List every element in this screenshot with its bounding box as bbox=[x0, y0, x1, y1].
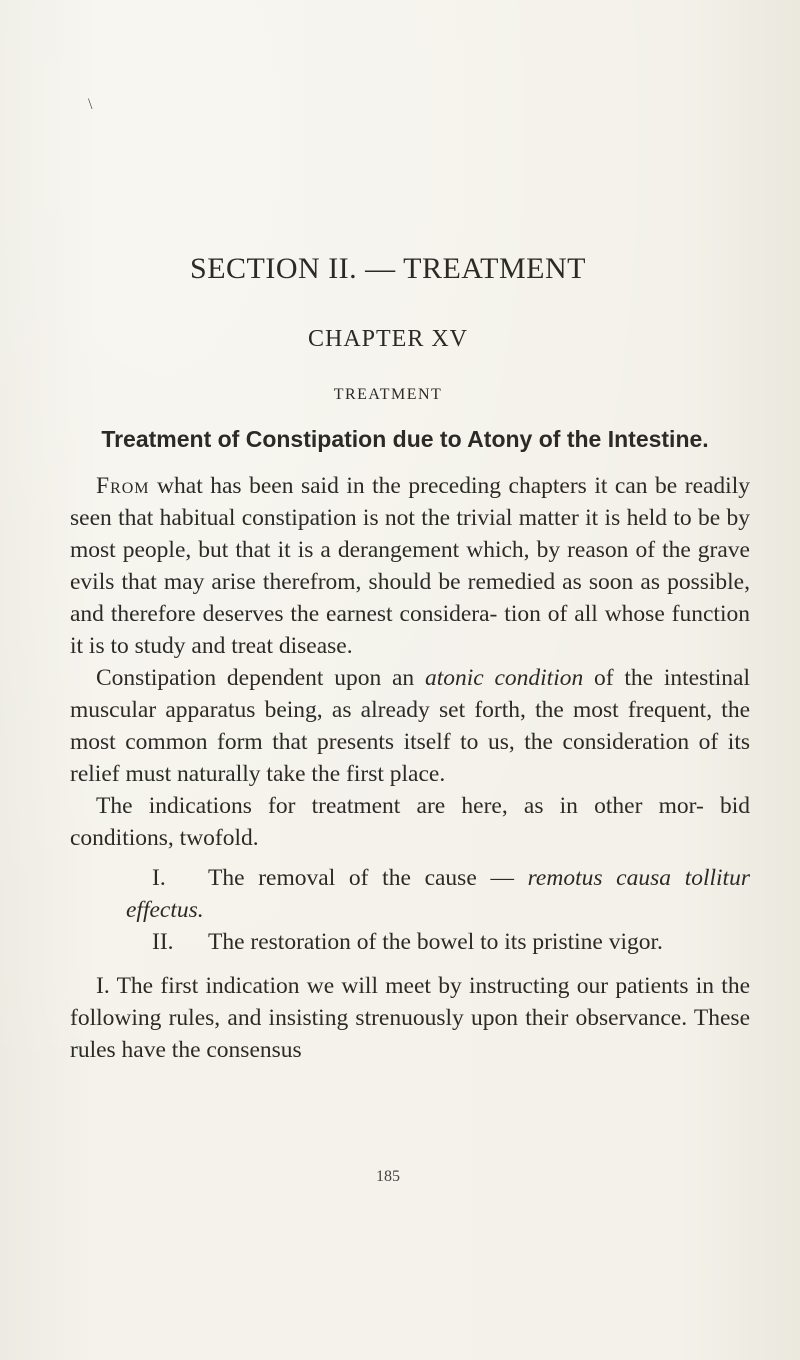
topic-heading: Treatment of Constipation due to Atony of the Intestine. bbox=[101, 426, 709, 452]
list-item-2-text: The restoration of the bowel to its pristine vigor. bbox=[208, 929, 663, 955]
paragraph-3-text: The indications for treatment are here, as in other mor- bid conditions, twofold. bbox=[70, 793, 750, 851]
list-item-1-emphasis: remotus causa tollitur effectus. bbox=[126, 865, 750, 923]
paragraph-1-lead: From bbox=[96, 473, 150, 499]
page-number: 185 bbox=[376, 1168, 400, 1185]
paragraph-1 bbox=[70, 470, 750, 662]
paragraph-4 bbox=[70, 970, 750, 1066]
list-item-1 bbox=[70, 862, 750, 926]
chapter-title: CHAPTER XV bbox=[307, 326, 468, 352]
paragraph-4-text: The first indication we will meet by instructing our patients in the following rules, and insisting strenuously upon their observance. These rules have the consensus bbox=[70, 973, 751, 1063]
paragraph-2-after: of the intestinal muscular apparatus being, as already set forth, the most frequent, the most common form that presents itself to us, the consideration of its relief must naturally take the first place. bbox=[70, 665, 750, 787]
paragraph-3 bbox=[70, 790, 750, 854]
list-item-1-number: I. bbox=[152, 865, 166, 891]
list-item-2-number: II. bbox=[152, 929, 174, 955]
margin-mark: \ bbox=[88, 96, 93, 113]
paragraph-1-rest: what has been said in the preceding chapters it can be readily seen that habitual constipation is not the trivial matter it is held to be by most people, but that it is a derangement which, by reason of the grave evils that may arise therefrom, should be remedied as soon as possible, and therefore deserves the earnest considera- tion of all whose function it is to study and treat disease. bbox=[70, 473, 750, 659]
section-title: SECTION II. — TREATMENT bbox=[190, 252, 586, 285]
body-text bbox=[70, 470, 750, 1066]
paragraph-2-emphasis: atonic condition bbox=[424, 665, 584, 691]
paragraph-4-number: I. bbox=[96, 973, 110, 999]
list-item-2 bbox=[70, 926, 750, 958]
paragraph-2 bbox=[70, 662, 750, 790]
chapter-subheading: TREATMENT bbox=[333, 386, 443, 403]
paragraph-2-before: Constipation dependent upon an bbox=[96, 665, 425, 691]
list-item-1-text: The removal of the cause — bbox=[208, 865, 528, 891]
